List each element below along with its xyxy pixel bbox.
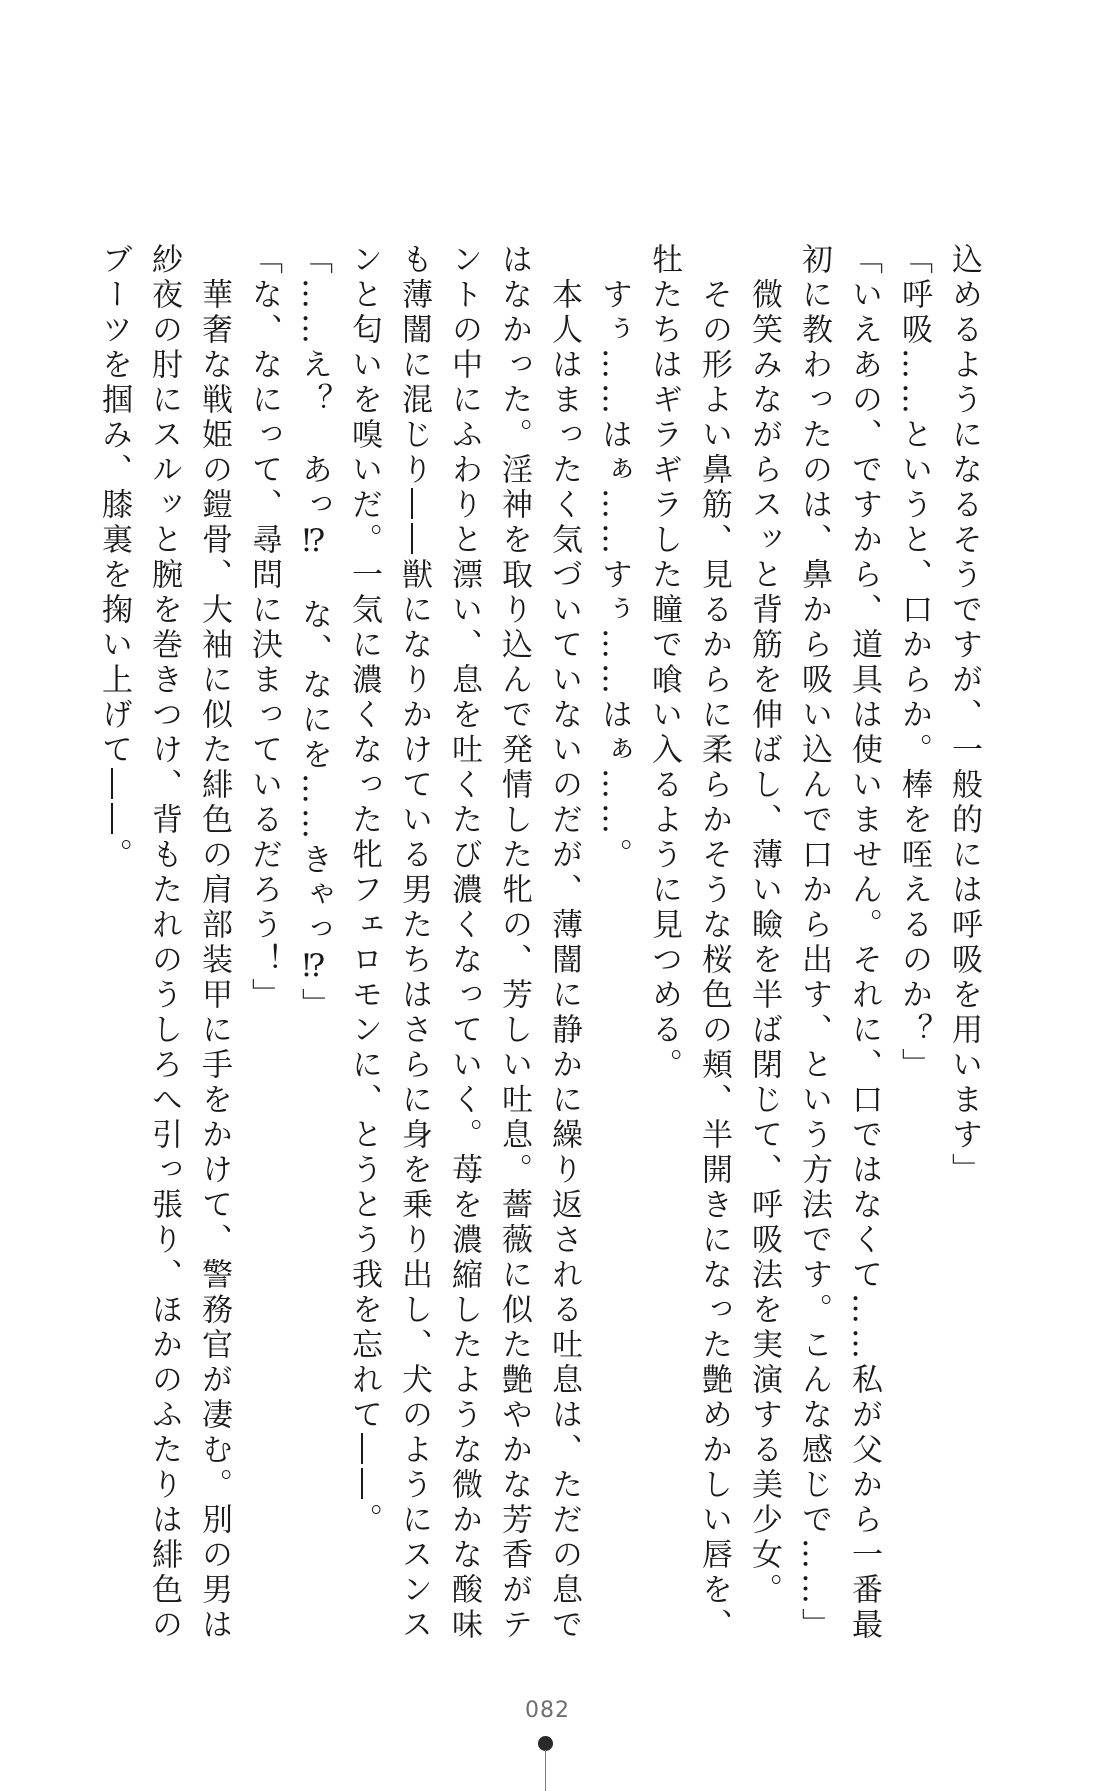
page-ornament-line — [545, 1750, 546, 1791]
text-line: も薄闇に混じり――獣になりかけている男たちはさらに身を乗り出し、犬のようにスンス — [396, 243, 432, 1643]
text-line: ブーツを掴み、膝裏を掬い上げて――。 — [96, 243, 132, 873]
text-line: その形よい鼻筋、見るからに柔らかそうな桜色の頬、半開きになった艶めかしい唇を、 — [696, 243, 732, 1643]
text-line: 「呼吸……というと、口からか。棒を咥えるのか？」 — [896, 243, 932, 1083]
text-line: 込めるようになるそうですが、一般的には呼吸を用います」 — [946, 243, 982, 1188]
text-line: ントの中にふわりと漂い、息を吐くたび濃くなっていく。苺を濃縮したような微かな酸味 — [446, 243, 482, 1643]
text-line: 紗夜の肘にスルッと腕を巻きつけ、背もたれのうしろへ引っ張り、ほかのふたりは緋色の — [146, 243, 182, 1643]
vertical-text-body — [96, 243, 989, 1643]
text-line: 微笑みながらスッと背筋を伸ばし、薄い瞼を半ば閉じて、呼吸法を実演する美少女。 — [746, 243, 782, 1608]
page-ornament-dot-icon — [538, 1736, 553, 1751]
text-line: 華奢な戦姫の鎧骨、大袖に似た緋色の肩部装甲に手をかけて、警務官が凄む。別の男は — [196, 243, 232, 1643]
text-line: 「……え？ あっ⁉ な、なにを……きゃっ⁉」 — [296, 243, 332, 1023]
text-line: ンと匂いを嗅いだ。一気に濃くなった牝フェロモンに、とうとう我を忘れて――。 — [346, 243, 382, 1538]
text-line: 「な、なにって、尋問に決まっているだろう！」 — [246, 243, 282, 1013]
page-number: 082 — [525, 1698, 570, 1723]
text-line: はなかった。淫神を取り込んで発情した牝の、芳しい吐息。薔薇に似た艶やかな芳香がテ — [496, 243, 532, 1643]
text-line: 初に教わったのは、鼻から吸い込んで口から出す、という方法です。こんな感じで……」 — [796, 243, 832, 1643]
text-line: 牡たちはギラギラした瞳で喰い入るように見つめる。 — [646, 243, 682, 1083]
text-line: 本人はまったく気づいていないのだが、薄闇に静かに繰り返される吐息は、ただの息で — [546, 243, 582, 1643]
text-line: すぅ……はぁ……すぅ……はぁ……。 — [596, 243, 632, 873]
text-line: 「いえあの、ですから、道具は使いません。それに、口ではなくて……私が父から一番最 — [846, 243, 882, 1643]
